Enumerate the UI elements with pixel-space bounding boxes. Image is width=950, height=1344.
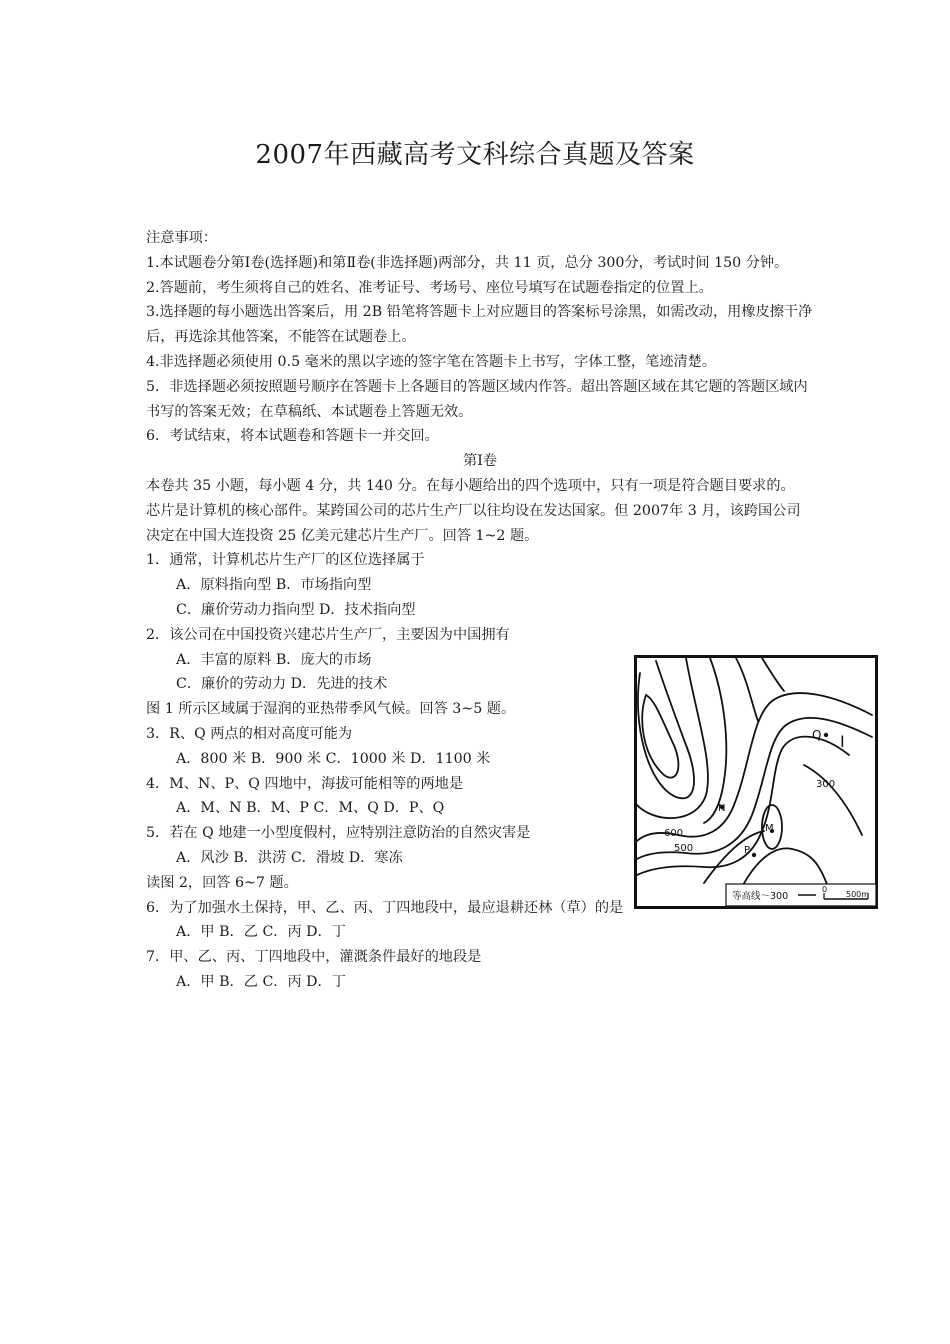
- question-1-options-a-b: A．原料指向型 B．市场指向型: [176, 577, 372, 594]
- question-2-options-a-b: A．丰富的原料 B．庞大的市场: [176, 651, 372, 668]
- map-label-roman-1: I: [840, 732, 845, 751]
- notice-item-6: 6．考试结束，将本试题卷和答题卡一并交回。: [146, 428, 439, 445]
- question-6-stem: 6．为了加强水土保持，甲、乙、丙、丁四地段中，最应退耕还林（草）的是: [146, 899, 624, 916]
- question-4-stem: 4．M、N、P、Q 四地中，海拔可能相等的两地是: [146, 775, 464, 792]
- question-5-stem: 5．若在 Q 地建一小型度假村，应特别注意防治的自然灾害是: [146, 825, 531, 842]
- scale-end-label: 500m: [846, 890, 870, 899]
- map-frame: [636, 657, 877, 908]
- notice-item-5: 5．非选择题必须按照题号顺序在答题卡上各题目的答题区域内作答。超出答题区域在其它题的答题区域内书写的答案无效；在草稿纸、本试题卷上答题无效。: [146, 378, 808, 420]
- question-7-stem: 7．甲、乙、丙、丁四地段中，灌溉条件最好的地段是: [146, 949, 482, 966]
- map-label-contour-300: 300: [816, 779, 836, 790]
- question-1-stem: 1．通常，计算机芯片生产厂的区位选择属于: [146, 552, 425, 569]
- question-1-options-c-d: C．廉价劳动力指向型 D．技术指向型: [176, 601, 416, 618]
- passage-figure2: 读图 2，回答 6~7 题。: [146, 874, 298, 891]
- map-label-p: P: [744, 845, 751, 856]
- section-intro: 本卷共 35 小题，每小题 4 分，共 140 分。在每小题给出的四个选项中，只有一项是符合题目要求的。: [146, 477, 795, 494]
- question-3-options: A．800 米 B．900 米 C．1000 米 D．1100 米: [176, 750, 491, 767]
- map-label-q: Q: [812, 728, 822, 742]
- question-6-options: A．甲 B．乙 C．丙 D．丁: [176, 924, 346, 941]
- map-label-n: N: [718, 803, 726, 814]
- legend-text: 等高线～300: [732, 891, 789, 902]
- question-5-options: A．风沙 B．洪涝 C．滑坡 D．寒冻: [176, 849, 403, 866]
- map-label-m: M: [765, 823, 774, 834]
- point-q-marker: [824, 733, 828, 737]
- map-label-contour-600: 600: [664, 828, 684, 839]
- map-label-contour-500: 500: [674, 843, 694, 854]
- map-legend: [726, 884, 876, 906]
- notice-item-1: 1.本试题卷分第Ⅰ卷(选择题)和第Ⅱ卷(非选择题)两部分，共 11 页，总分 300分，考试时间 150 分钟。: [146, 254, 789, 271]
- notice-heading: 注意事项：: [146, 230, 217, 246]
- passage-chip: 芯片是计算机的核心部件。某跨国公司的芯片生产厂以往均设在发达国家。但 2007年 3 月，该跨国公司决定在中国大连投资 25 亿美元建芯片生产厂。回答 1~2 题。: [146, 502, 801, 544]
- passage-figure1: 图 1 所示区域属于湿润的亚热带季风气候。回答 3~5 题。: [146, 701, 516, 718]
- notice-item-2: 2.答题前，考生须将自己的姓名、准考证号、考场号、座位号填写在试题卷指定的位置上。: [146, 279, 713, 296]
- question-3-stem: 3．R、Q 两点的相对高度可能为: [146, 725, 353, 742]
- question-4-options: A．M、N B．M、P C．M、Q D．P、Q: [176, 800, 445, 817]
- section-heading: 第Ⅰ卷: [463, 453, 497, 470]
- scale-zero-label: 0: [822, 885, 828, 894]
- question-2-stem: 2．该公司在中国投资兴建芯片生产厂，主要因为中国拥有: [146, 626, 510, 643]
- question-2-options-c-d: C．廉价的劳动力 D．先进的技术: [176, 676, 388, 693]
- point-p-marker: [752, 853, 756, 857]
- notice-item-4: 4.非选择题必须使用 0.5 毫米的黑以字迹的签字笔在答题卡上书写，字体工整，笔迹清楚。: [146, 353, 717, 370]
- question-7-options: A．甲 B．乙 C．丙 D．丁: [176, 973, 346, 990]
- contour-map-figure-1: [634, 655, 878, 909]
- notice-item-3: 3.选择题的每小题选出答案后，用 2B 铅笔将答题卡上对应题目的答案标号涂黑，如需改动，用橡皮擦干净后，再选涂其他答案，不能答在试题卷上。: [146, 304, 813, 346]
- page-title: 2007年西藏高考文科综合真题及答案: [255, 140, 695, 170]
